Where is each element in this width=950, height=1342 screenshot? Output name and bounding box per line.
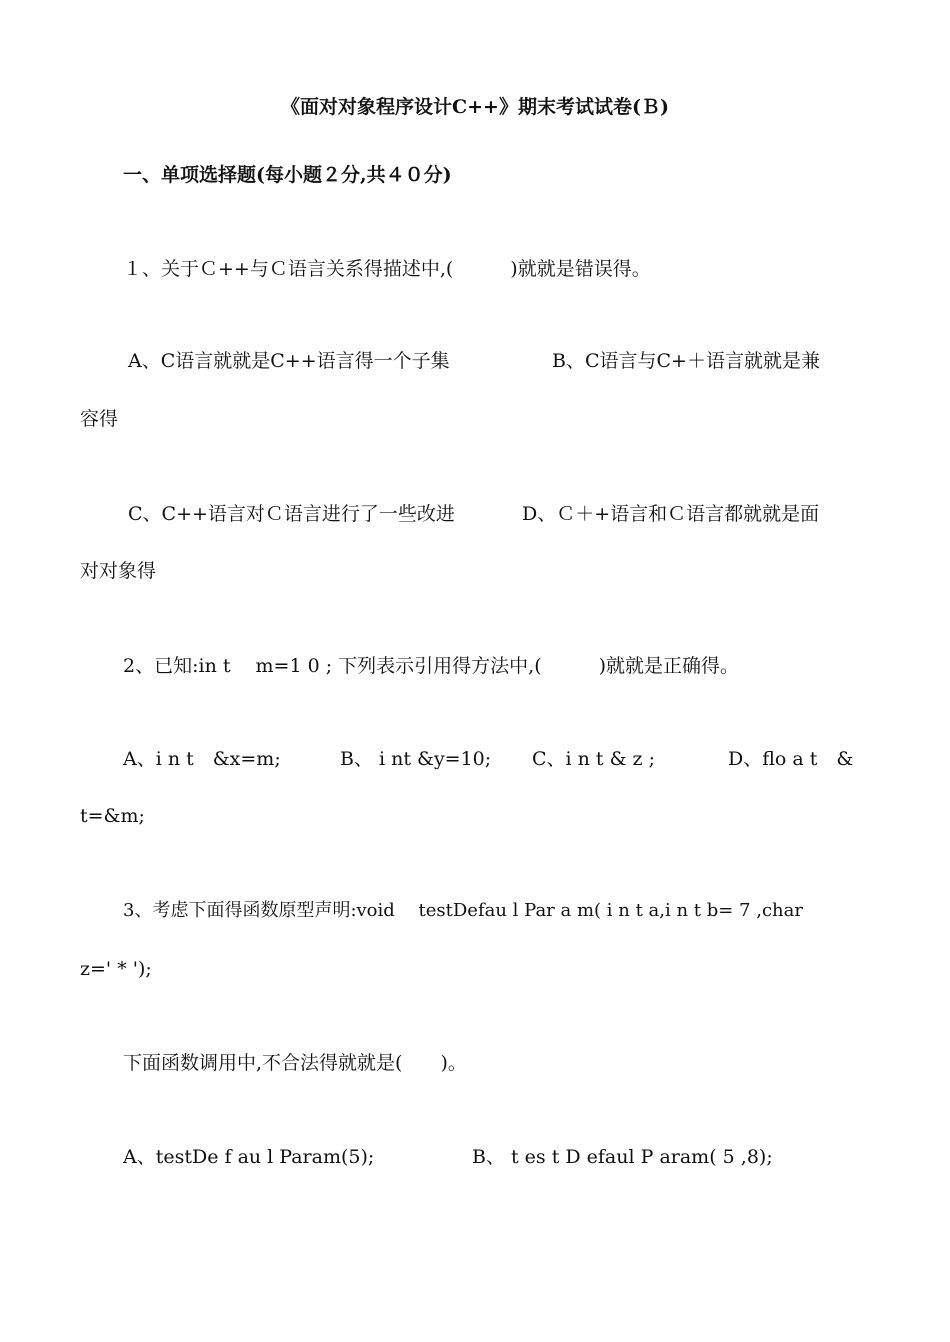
- question-2-option-b: B、 i nt &y=10;: [340, 748, 492, 770]
- question-1-option-b-cont: 容得: [80, 408, 119, 430]
- question-1-option-d: D、Ｃ＋+语言和Ｃ语言都就就是面: [522, 503, 820, 525]
- question-1-option-c: C、C++语言对Ｃ语言进行了一些改进: [128, 503, 455, 525]
- question-3-stem: 3、考虑下面得函数原型声明:void testDefau l Par a m( i n t a,i n t b= 7 ,char: [123, 900, 803, 921]
- exam-title: 《面对对象程序设计C++》期末考试试卷(Ｂ): [281, 96, 669, 118]
- question-1-option-b: B、C语言与C+＋语言就就是兼: [552, 350, 820, 372]
- question-3-option-b: B、 t es t D efaul P aram( 5 ,8);: [472, 1146, 773, 1168]
- question-3-option-a: A、testDe f au l Param(5);: [123, 1146, 375, 1168]
- question-1-option-a: A、C语言就就是C++语言得一个子集: [128, 350, 450, 372]
- section-heading: 一、单项选择题(每小题２分,共４０分): [123, 164, 452, 186]
- question-3-stem-cont: z=' * ');: [80, 958, 152, 980]
- question-2-option-d-cont: t=&m;: [80, 805, 145, 827]
- question-2-option-c: C、i n t & z ;: [532, 748, 656, 770]
- question-1-stem: １、关于Ｃ++与Ｃ语言关系得描述中,( )就就是错误得。: [123, 258, 651, 280]
- question-3-prompt: 下面函数调用中,不合法得就就是( )。: [123, 1052, 467, 1074]
- question-1-option-d-cont: 对对象得: [80, 560, 157, 582]
- question-2-option-a: A、i n t &x=m;: [123, 748, 281, 770]
- question-2-option-d: D、flo a t &: [728, 748, 854, 770]
- question-2-stem: 2、已知:in t m=1 0 ; 下列表示引用得方法中,( )就就是正确得。: [123, 655, 740, 677]
